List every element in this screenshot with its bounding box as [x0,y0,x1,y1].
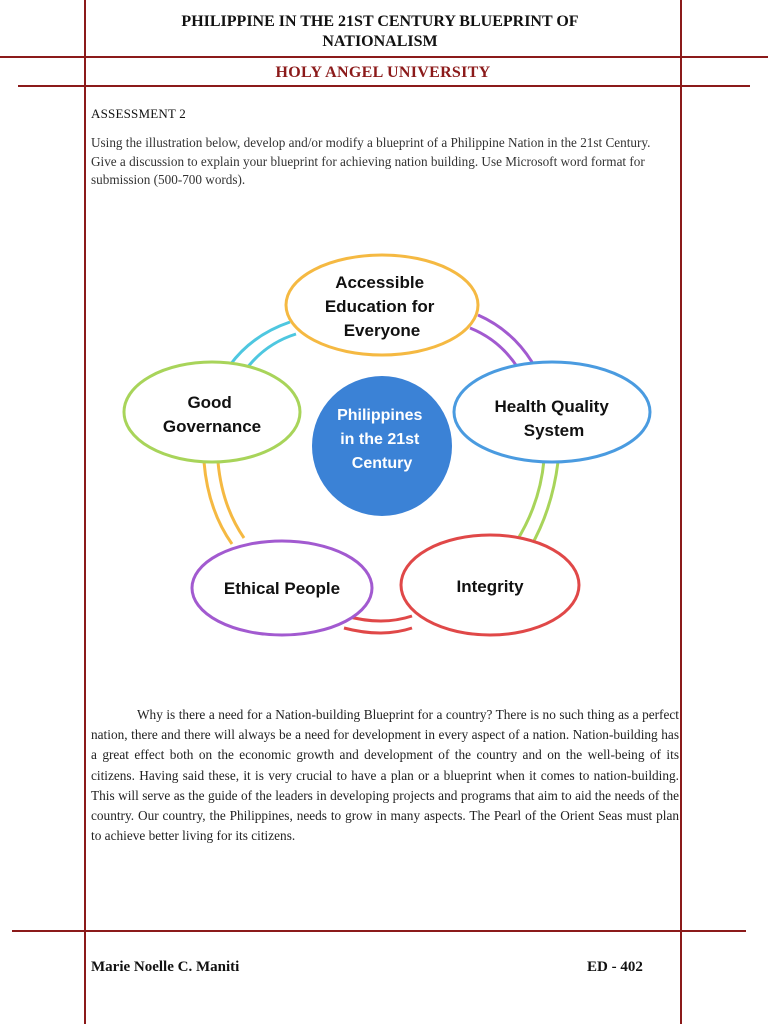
node-health-line-2: System [523,421,585,440]
node-education-line-2: Education for [324,297,435,316]
center-label-line-2: in the 21st [340,431,420,448]
node-integrity-line-1: Integrity [456,577,524,596]
connector-governance-education-outer [230,322,290,365]
course-code: ED - 402 [587,959,643,975]
center-label-line-3: Century [351,455,413,472]
svg-text:Ethical People [224,579,340,598]
node-governance [124,362,300,462]
node-health-line-1: Health Quality [494,397,609,416]
connector-integrity-ethical-inner [346,616,412,621]
node-education-line-1: Accessible [335,273,425,292]
document-title [140,12,620,52]
discussion-paragraph: Why is there a need for a Nation-building Blueprint for a country? There is no such thing as a perfect nation, there and there will always be a need for development in every aspect of a nation. Nation-building has a great effect both on the economic growth and development of the country and on the well-being of its citizens. Having said these, it is very crucial to have a plan or a blueprint when it comes to nation-building. This will serve as the guide of the leaders in developing projects and programs that aim to aid the needs of the country. Our country, the Philippines, needs to grow in many aspects. The Pearl of the Orient Seas must plan to achieve better living for its citizens. [91,707,679,844]
title-line-1: PHILIPPINE IN THE 21ST CENTURY BLUEPRINT OF [181,13,579,30]
assessment-heading: ASSESSMENT 2 [91,106,186,121]
assessment-instructions: Using the illustration below, develop and/or modify a blueprint of a Philippine Nation in the 21st Century. Give a discussion to explain your blueprint for achieving nation building. Use Microsoft word format for submission (500-700 words). [91,135,651,187]
connector-integrity-ethical-outer [344,628,412,633]
left-margin-line [84,0,86,1024]
connector-education-health-inner [470,328,518,368]
node-ethical-line-1: Ethical People [223,579,341,598]
header-bottom-rule [18,85,750,87]
node-governance-line-1: Good [187,393,232,412]
connector-education-health-outer [478,315,532,362]
node-education-line-3: Everyone [343,321,421,340]
discussion-body [91,705,679,846]
header-top-rule [0,56,768,58]
node-governance-line-2: Governance [162,417,262,436]
svg-text:Integrity [456,577,524,596]
university-name: HOLY ANGEL UNIVERSITY [275,64,491,81]
blueprint-diagram [112,240,657,650]
title-line-2: NATIONALISM [322,33,438,50]
center-label-line-1: Philippines [337,407,423,424]
footer-rule [12,930,746,932]
author-name: Marie Noelle C. Maniti [91,959,240,975]
right-margin-line [680,0,682,1024]
